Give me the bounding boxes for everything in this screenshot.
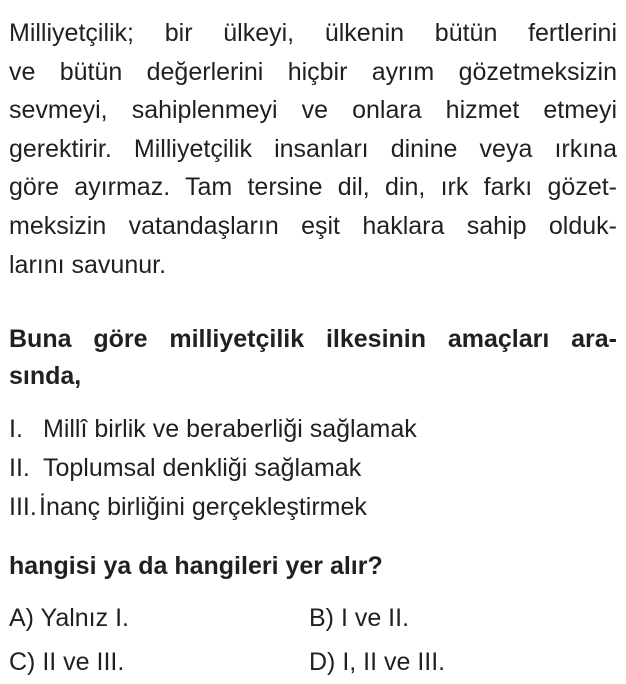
option-c[interactable]: C) II ve III.	[9, 648, 125, 676]
statement-number: I.	[9, 415, 23, 443]
statement-text: Toplumsal denkliği sağlamak	[43, 454, 362, 482]
question-line: sında,	[9, 362, 82, 390]
statement-text: Millî birlik ve beraberliği sağlamak	[43, 415, 417, 443]
passage-line: meksizin vatandaşların eşit haklara sahip olduk-	[9, 211, 617, 240]
options-row	[9, 596, 617, 640]
passage-line: sevmeyi, sahiplenmeyi ve onlara hizmet etmeyi	[9, 96, 617, 125]
passage-text	[9, 14, 617, 284]
statement-list	[9, 410, 617, 527]
statement-text: İnanç birliğini gerçekleştirmek	[39, 493, 367, 521]
question-line: Buna göre milliyetçilik ilkesinin amaçları ara-	[9, 325, 617, 353]
option-a[interactable]: A) Yalnız I.	[9, 604, 129, 632]
statement-item	[9, 449, 617, 488]
statement-item	[9, 410, 617, 449]
passage-line: Milliyetçilik; bir ülkeyi, ülkenin bütün fertlerini	[9, 19, 617, 47]
passage-line: larını savunur.	[9, 250, 167, 279]
question-prompt: hangisi ya da hangileri yer alır?	[9, 552, 383, 580]
passage-line: ve bütün değerlerini hiçbir ayrım gözetmeksizin	[9, 57, 617, 86]
option-d[interactable]: D) I, II ve III.	[309, 648, 446, 676]
question-stem	[9, 321, 617, 395]
passage-line: göre ayırmaz. Tam tersine dil, din, ırk farkı gözet-	[9, 173, 617, 202]
answer-options	[9, 596, 617, 684]
statement-number: III.	[9, 493, 37, 521]
passage-line: gerektirir. Milliyetçilik insanları dinine veya ırkına	[9, 134, 617, 163]
options-row	[9, 640, 617, 684]
option-b[interactable]: B) I ve II.	[309, 604, 410, 632]
statement-item	[9, 488, 617, 527]
statement-number: II.	[9, 454, 30, 482]
